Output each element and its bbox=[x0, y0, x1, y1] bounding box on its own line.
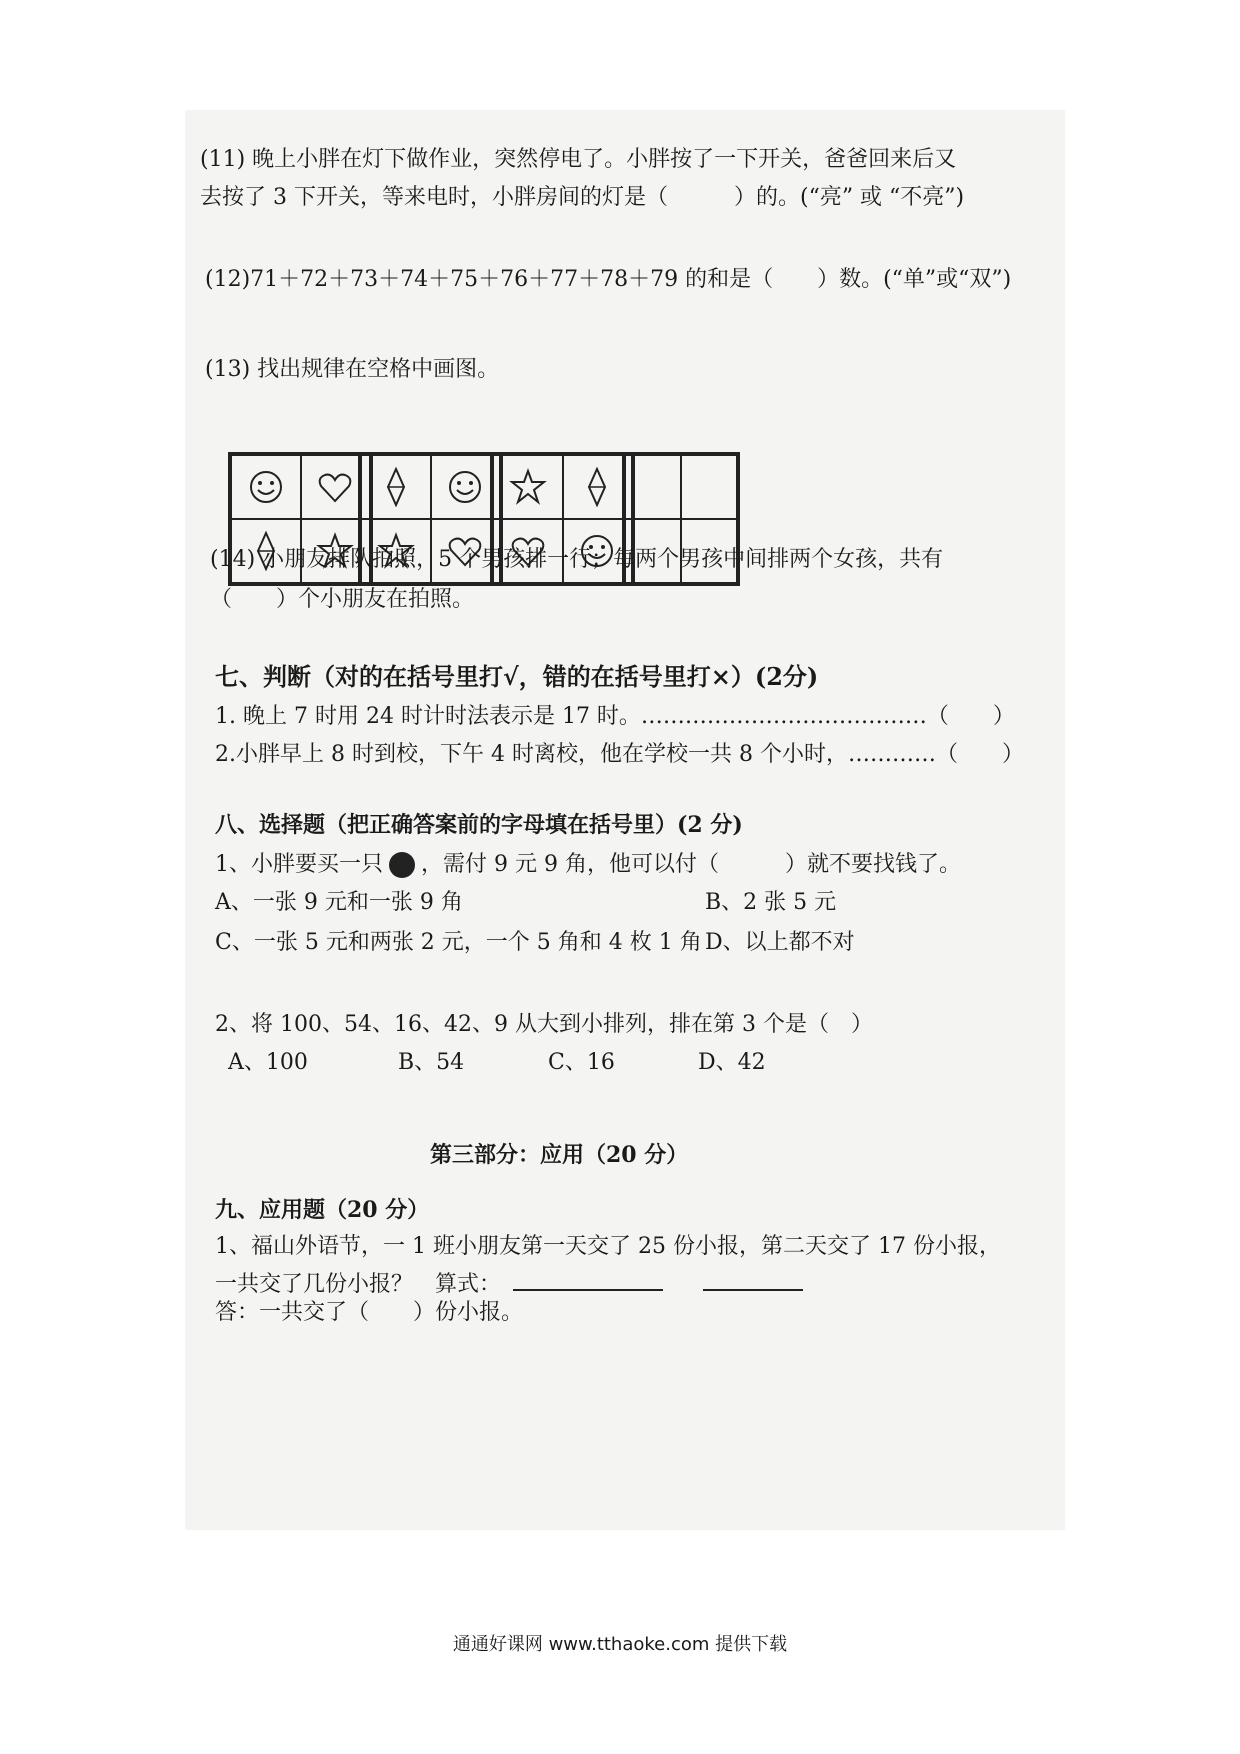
part3-title: 第三部分：应用（20 分） bbox=[430, 1142, 689, 1168]
choice-q2-b: B、54 bbox=[398, 1050, 465, 1075]
choice-q1-d: D、以上都不对 bbox=[705, 930, 855, 955]
grid-cell[interactable] bbox=[625, 455, 681, 519]
heart-icon bbox=[315, 467, 355, 507]
q14-line1: (14) 小朋友排队拍照，5 个男孩排一行；每两个男孩中间排两个女孩，共有 bbox=[210, 547, 944, 572]
q11-line2: 去按了 3 下开关，等来电时，小胖房间的灯是（ ）的。(“亮” 或 “不亮”) bbox=[200, 185, 965, 210]
grid-cell bbox=[493, 455, 563, 519]
app-q1-formula-label: 一共交了几份小报？ 算式： bbox=[215, 1272, 502, 1297]
choice-q2: 2、将 100、54、16、42、9 从大到小排列，排在第 3 个是（ ） bbox=[215, 1012, 873, 1037]
q14-line2: （ ）个小朋友在拍照。 bbox=[210, 587, 475, 612]
star-icon bbox=[508, 467, 548, 507]
diamond-icon bbox=[376, 467, 416, 507]
coin-icon bbox=[389, 852, 415, 878]
smiley-icon bbox=[246, 467, 286, 507]
choice-q1-b: B、2 张 5 元 bbox=[705, 890, 837, 915]
grid-cell bbox=[231, 455, 301, 519]
judge-item-1: 1. 晚上 7 时用 24 时计时法表示是 17 时。…………………………………（ ） bbox=[215, 704, 1015, 729]
judge-item-2: 2.小胖早上 8 时到校，下午 4 时离校，他在学校一共 8 个小时，…………（ ） bbox=[215, 742, 1024, 767]
q12-text: (12)71＋72＋73＋74＋75＋76＋77＋78＋79 的和是（ ）数。(“单”或“双”) bbox=[205, 267, 1012, 292]
choice-q1-post: ，需付 9 元 9 角，他可以付（ ）就不要找钱了。 bbox=[421, 852, 961, 877]
section8-title: 八、选择题（把正确答案前的字母填在括号里）(2 分) bbox=[215, 812, 743, 838]
section7-title: 七、判断（对的在括号里打√，错的在括号里打×）(2分) bbox=[215, 662, 819, 691]
choice-q2-a: A、100 bbox=[228, 1050, 308, 1075]
q11-line1: (11) 晚上小胖在灯下做作业，突然停电了。小胖按了一下开关，爸爸回来后又 bbox=[200, 147, 957, 172]
choice-q2-d: D、42 bbox=[698, 1050, 766, 1075]
app-q1-answer: 答：一共交了（ ）份小报。 bbox=[215, 1300, 524, 1325]
app-q1-line1: 1、福山外语节，一 1 班小朋友第一天交了 25 份小报，第二天交了 17 份小报， bbox=[215, 1234, 1001, 1259]
grid-cell[interactable] bbox=[681, 455, 737, 519]
choice-q1-c: C、一张 5 元和两张 2 元，一个 5 角和 4 枚 1 角 bbox=[215, 930, 702, 955]
app-q1-line2 bbox=[215, 1270, 803, 1300]
choice-q1-pre: 1、小胖要买一只 bbox=[215, 852, 383, 877]
diamond-icon bbox=[577, 467, 617, 507]
choice-q2-c: C、16 bbox=[548, 1050, 615, 1075]
footer-credit: 通通好课网 www.tthaoke.com 提供下载 bbox=[452, 1634, 788, 1655]
formula-blank-2[interactable] bbox=[703, 1289, 803, 1291]
choice-q1-a: A、一张 9 元和一张 9 角 bbox=[215, 890, 463, 915]
section9-title: 九、应用题（20 分） bbox=[215, 1197, 430, 1223]
grid-cell bbox=[361, 455, 431, 519]
formula-blank-1[interactable] bbox=[513, 1289, 663, 1291]
q13-text: (13) 找出规律在空格中画图。 bbox=[205, 357, 500, 382]
smiley-icon bbox=[445, 467, 485, 507]
choice-q1 bbox=[215, 850, 961, 880]
